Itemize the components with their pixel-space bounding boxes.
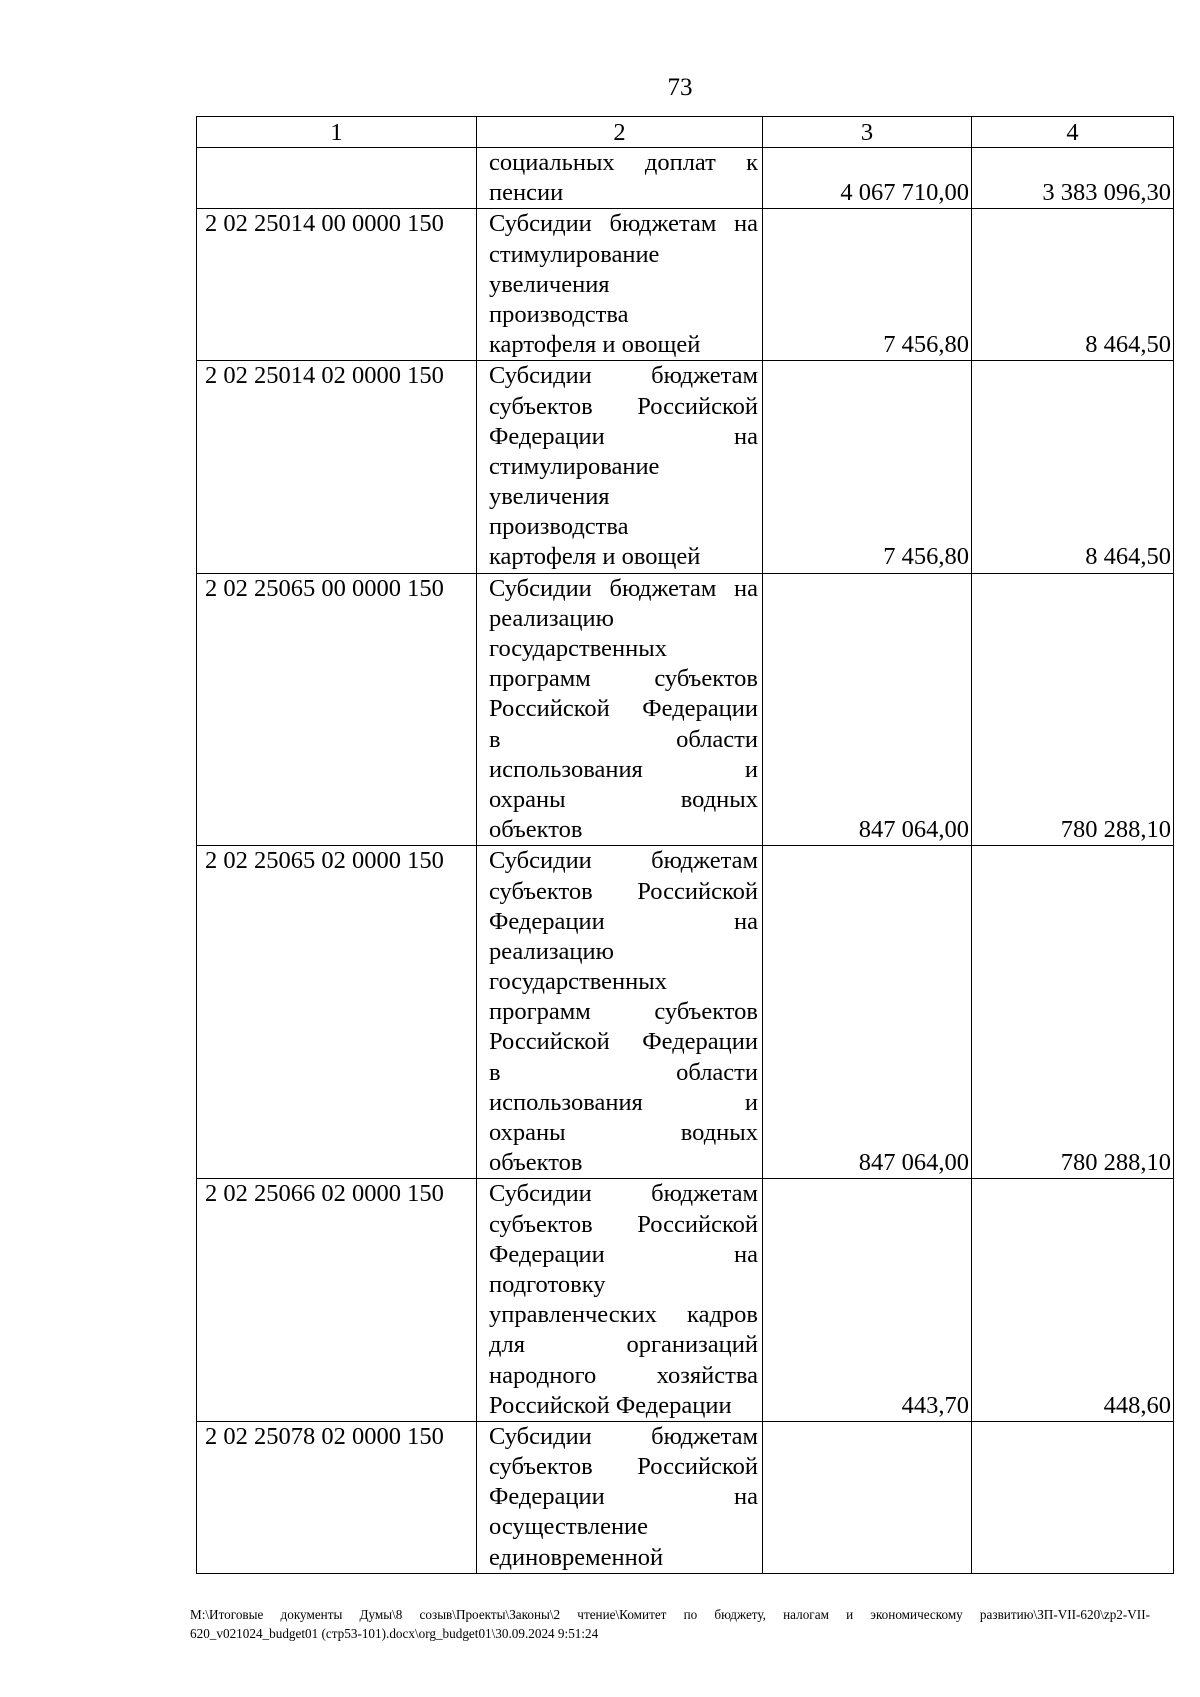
description-cell — [477, 361, 763, 573]
description-line: Субсидии бюджетам — [489, 362, 758, 390]
table-row — [197, 1421, 1174, 1573]
description-line: Федерации на — [489, 907, 758, 935]
budget-code-cell: 2 02 25065 02 0000 150 — [197, 846, 477, 1179]
description-line: управленческих кадров — [489, 1301, 758, 1329]
description-line: программ субъектов — [489, 665, 758, 693]
description-line: Российской Федерации — [489, 695, 758, 723]
description-line: в области — [489, 1058, 758, 1086]
description-line: Российской Федерации — [489, 1028, 758, 1056]
amount-col3-cell — [763, 1421, 972, 1573]
column-header: 1 — [197, 117, 477, 148]
description-line: Субсидии бюджетам — [489, 847, 758, 875]
table-row — [197, 209, 1174, 361]
amount-col3-cell: 847 064,00 — [763, 573, 972, 846]
amount-col4-cell: 8 464,50 — [972, 361, 1174, 573]
description-line: Федерации на — [489, 1483, 758, 1511]
description-line: Федерации на — [489, 1240, 758, 1268]
page-number: 73 — [667, 74, 693, 101]
amount-col3-cell: 847 064,00 — [763, 846, 972, 1179]
description-line: народного хозяйства — [489, 1361, 758, 1389]
column-header: 4 — [972, 117, 1174, 148]
amount-col4-cell — [972, 1421, 1174, 1573]
amount-col4-cell: 3 383 096,30 — [972, 148, 1174, 209]
description-cell — [477, 1179, 763, 1422]
table-row — [197, 148, 1174, 209]
description-line: картофеля и овощей — [489, 331, 701, 359]
description-line: увеличения — [489, 270, 610, 298]
amount-col3-cell: 4 067 710,00 — [763, 148, 972, 209]
amount-col4-cell: 780 288,10 — [972, 573, 1174, 846]
amount-col4-cell: 8 464,50 — [972, 209, 1174, 361]
description-line: субъектов Российской — [489, 1210, 758, 1238]
table-row — [197, 361, 1174, 573]
footer-line: 620_v021024_budget01 (стр53-101).docx\org_budget01\30.09.2024 9:51:24 — [190, 1626, 599, 1641]
description-line: единовременной — [489, 1543, 664, 1571]
description-line: увеличения — [489, 483, 610, 511]
description-line: государственных — [489, 635, 667, 662]
amount-col3-cell: 7 456,80 — [763, 209, 972, 361]
budget-code-cell: 2 02 25014 02 0000 150 — [197, 361, 477, 573]
amount-col4-cell: 780 288,10 — [972, 846, 1174, 1179]
budget-code-cell: 2 02 25066 02 0000 150 — [197, 1179, 477, 1422]
budget-code-cell: 2 02 25014 00 0000 150 — [197, 209, 477, 361]
description-line: Субсидии бюджетам — [489, 1180, 758, 1208]
column-header: 3 — [763, 117, 972, 148]
description-line: производства — [489, 300, 629, 328]
description-line: объектов — [489, 816, 583, 844]
table-row — [197, 846, 1174, 1179]
amount-col3-cell: 443,70 — [763, 1179, 972, 1422]
amount-col4-cell: 448,60 — [972, 1179, 1174, 1422]
amount-col3-cell: 7 456,80 — [763, 361, 972, 573]
description-line: пенсии — [489, 179, 564, 207]
table-row — [197, 1179, 1174, 1422]
budget-code-cell: 2 02 25065 00 0000 150 — [197, 573, 477, 846]
description-cell — [477, 1421, 763, 1573]
description-line: картофеля и овощей — [489, 543, 701, 571]
description-line: подготовку — [489, 1270, 606, 1298]
description-line: использования и — [489, 755, 758, 783]
description-line: охраны водных — [489, 1119, 758, 1146]
description-cell — [477, 148, 763, 209]
description-line: субъектов Российской — [489, 1453, 758, 1481]
description-line: производства — [489, 513, 629, 541]
budget-code-cell: 2 02 25078 02 0000 150 — [197, 1421, 477, 1573]
budget-table — [196, 116, 1174, 1574]
description-line: Российской Федерации — [489, 1391, 732, 1419]
description-line: государственных — [489, 968, 667, 996]
description-line: Федерации на — [489, 422, 758, 450]
description-line: осуществление — [489, 1513, 649, 1541]
footer-line: M:\Итоговые документы Думы\8 созыв\Проекты\Законы\2 чтение\Комитет по бюджету, налогам и экономическому развитию\ЗП-VII-620\zp2-VII- — [190, 1607, 1150, 1622]
description-line: для организаций — [489, 1331, 758, 1359]
description-line: Субсидии бюджетам — [489, 1422, 758, 1450]
description-line: субъектов Российской — [489, 392, 758, 420]
description-line: Субсидии бюджетам на — [489, 574, 758, 602]
description-cell — [477, 209, 763, 361]
description-line: программ субъектов — [489, 998, 758, 1026]
table-header-row — [197, 117, 1174, 148]
description-line: Субсидии бюджетам на — [489, 210, 758, 238]
description-line: в области — [489, 725, 758, 753]
description-line: социальных доплат к — [489, 149, 758, 176]
column-header: 2 — [477, 117, 763, 148]
description-line: объектов — [489, 1149, 583, 1177]
description-line: охраны водных — [489, 785, 758, 813]
description-cell — [477, 573, 763, 846]
table-row — [197, 573, 1174, 846]
description-line: стимулирование — [489, 240, 660, 268]
budget-code-cell — [197, 148, 477, 209]
file-path-footer — [190, 1605, 1150, 1643]
description-line: реализацию — [489, 604, 614, 632]
description-cell — [477, 846, 763, 1179]
description-line: субъектов Российской — [489, 877, 758, 905]
description-line: реализацию — [489, 937, 614, 965]
description-line: стимулирование — [489, 452, 660, 480]
description-line: использования и — [489, 1088, 758, 1116]
